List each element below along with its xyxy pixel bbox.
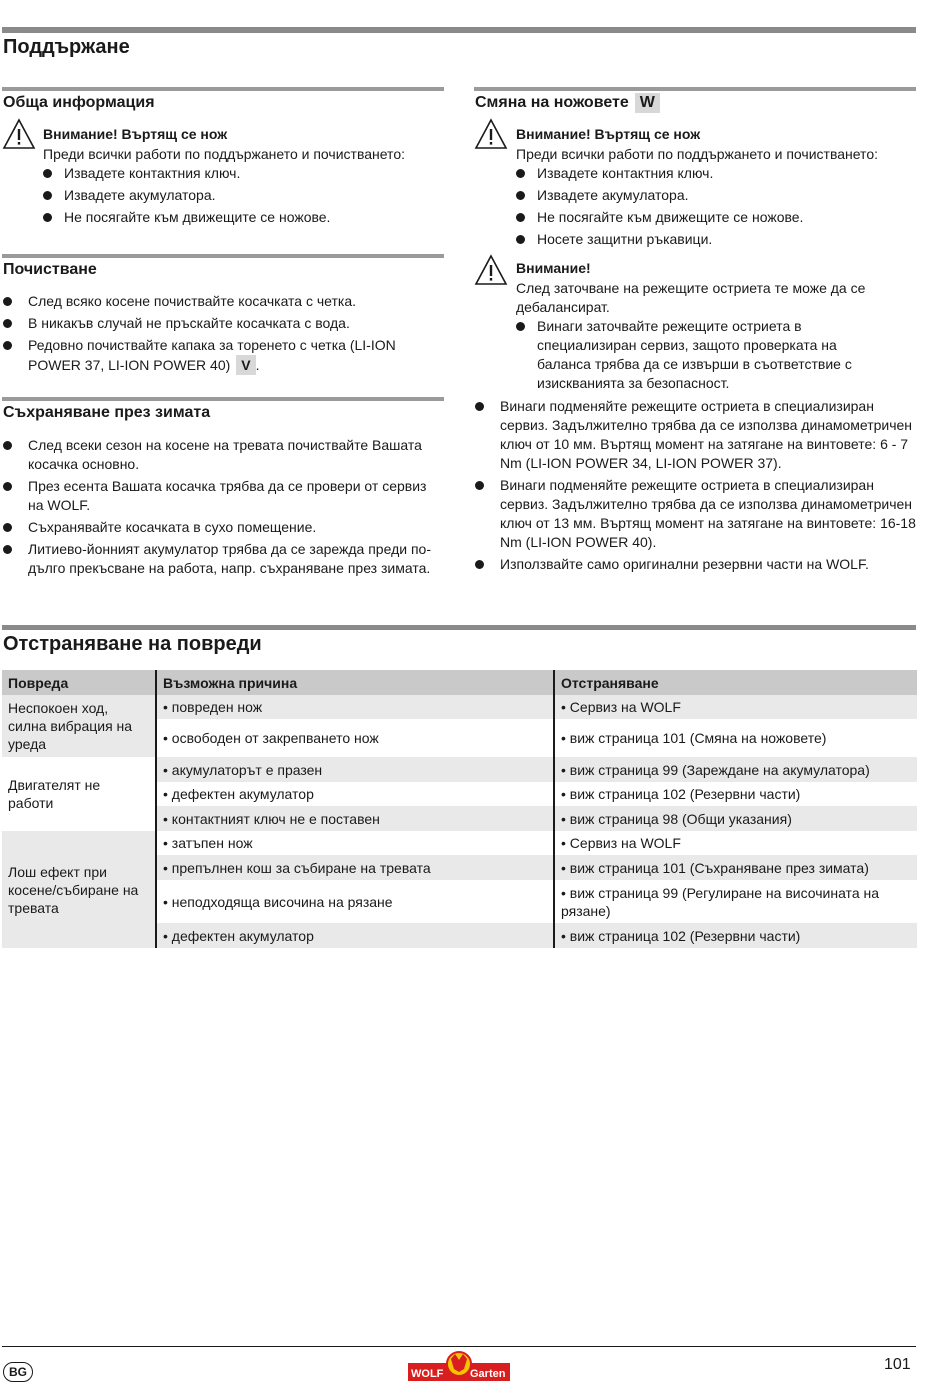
logo-text-right: Garten	[470, 1368, 506, 1380]
fault-cell: Двигателят не работи	[2, 757, 155, 831]
list-item: Извадете акумулатора.	[516, 186, 916, 205]
footer-rule	[2, 1346, 916, 1347]
list-item: Извадете контактния ключ.	[43, 164, 443, 183]
warning-icon	[474, 254, 508, 286]
fix-cell: • виж страница 102 (Резервни части)	[553, 782, 917, 806]
table-group	[2, 831, 917, 948]
top-rule	[2, 27, 916, 33]
cleaning-list	[3, 292, 443, 378]
table-row	[155, 719, 917, 757]
page-number: 101	[884, 1356, 911, 1373]
fix-cell: • Сервиз на WOLF	[553, 695, 917, 719]
fix-cell: • виж страница 101 (Съхраняване през зимата)	[553, 855, 917, 880]
list-item: Носете защитни ръкавици.	[516, 230, 916, 249]
list-item: Съхранявайте косачката в сухо помещение.	[3, 518, 443, 537]
table-row	[155, 782, 917, 806]
list-item: Извадете контактния ключ.	[516, 164, 916, 183]
list-item: Не посягайте към движещите се ножове.	[43, 208, 443, 227]
list-item: В никакъв случай не пръскайте косачката с вода.	[3, 314, 443, 333]
cause-cell: • дефектен акумулатор	[155, 923, 553, 948]
list-item: Използвайте само оригинални резервни части на WOLF.	[475, 555, 917, 574]
section-rule	[2, 625, 916, 630]
warning-text: Преди всички работи по поддържането и почистването:	[43, 146, 405, 162]
warning-text: След заточване на режещите остриета те може да се дебалансират.	[516, 280, 866, 315]
cause-cell: • освободен от закрепването нож	[155, 719, 553, 757]
table-row	[155, 880, 917, 923]
cause-cell: • затъпен нож	[155, 831, 553, 855]
column-header: Отстраняване	[553, 670, 917, 695]
list-item: След всеки сезон на косене на тревата почиствайте Вашата косачка основно.	[3, 436, 443, 474]
general-heading: Обща информация	[3, 94, 155, 111]
blades-safety-list	[516, 164, 916, 252]
cause-cell: • контактният ключ не е поставен	[155, 806, 553, 831]
list-item: Винаги подменяйте режещите остриета в специализиран сервиз. Задължително трябва да се използва динамометричен ключ от 10 мм. Въртящ момент на затягане на винтовете: 6 - 7 Nm (LI-ION POWER 34, LI-ION POWER 37).	[475, 397, 917, 473]
cause-cell: • дефектен акумулатор	[155, 782, 553, 806]
group-rows	[155, 831, 917, 948]
blades-heading-text: Смяна на ножовете	[475, 94, 629, 111]
table-group	[2, 757, 917, 831]
list-item: Винаги заточвайте режещите остриета в специализиран сервиз, защото проверката на баланса трябва да се извърши в съответствие с изискванията за безопасност.	[516, 317, 891, 393]
figure-ref-badge: V	[236, 355, 255, 375]
section-rule	[474, 87, 916, 91]
list-item: След всяко косене почиствайте косачката с четка.	[3, 292, 443, 311]
warning-icon	[2, 118, 36, 150]
warning-text: Преди всички работи по поддържането и почистването:	[516, 146, 878, 162]
cause-cell: • повреден нож	[155, 695, 553, 719]
column-header: Възможна причина	[155, 670, 553, 695]
general-list	[43, 164, 443, 230]
table-group	[2, 695, 917, 757]
blades-sharpen-list	[516, 317, 891, 396]
fix-cell: • виж страница 99 (Регулиране на височината на рязане)	[553, 880, 917, 923]
fix-cell: • Сервиз на WOLF	[553, 831, 917, 855]
language-badge: BG	[3, 1362, 33, 1382]
page-title: Поддържане	[3, 36, 130, 58]
table-row	[155, 923, 917, 948]
warning-title: Внимание!	[516, 260, 591, 276]
winter-heading: Съхраняване през зимата	[3, 404, 211, 421]
blades-replace-list	[475, 397, 917, 577]
troubleshooting-heading: Отстраняване на повреди	[3, 633, 262, 655]
cleaning-heading: Почистване	[3, 261, 97, 278]
group-rows	[155, 695, 917, 757]
table-row	[155, 855, 917, 880]
column-header: Повреда	[2, 670, 155, 695]
table-row	[155, 806, 917, 831]
fix-cell: • виж страница 98 (Общи указания)	[553, 806, 917, 831]
wolf-garten-logo	[407, 1351, 511, 1384]
warning-title: Внимание! Въртящ се нож	[43, 126, 228, 142]
warning-title: Внимание! Въртящ се нож	[516, 126, 701, 142]
winter-list	[3, 436, 443, 581]
table-row	[155, 831, 917, 855]
table-row	[155, 695, 917, 719]
section-rule	[2, 397, 444, 401]
list-item-text: Редовно почиствайте капака за торенето с четка (LI-ION POWER 37, LI-ION POWER 40)	[28, 337, 396, 373]
logo-text-left: WOLF	[411, 1368, 444, 1380]
fix-cell: • виж страница 102 (Резервни части)	[553, 923, 917, 948]
trailing-period: .	[255, 357, 260, 373]
section-rule	[2, 254, 444, 258]
cause-cell: • акумулаторът е празен	[155, 757, 553, 782]
group-rows	[155, 757, 917, 831]
fault-cell: Неспокоен ход, силна вибрация на уреда	[2, 695, 155, 757]
list-item: Литиево-йонният акумулатор трябва да се зарежда преди по- дълго прекъсване на работа, напр. съхраняване през зимата.	[3, 540, 443, 578]
table-header-row	[2, 670, 917, 695]
table-row	[155, 757, 917, 782]
figure-ref-badge: W	[635, 93, 660, 113]
fix-cell: • виж страница 99 (Зареждане на акумулатора)	[553, 757, 917, 782]
list-item: През есента Вашата косачка трябва да се провери от сервиз на WOLF.	[3, 477, 443, 515]
list-item: Извадете акумулатора.	[43, 186, 443, 205]
list-item	[3, 336, 443, 375]
fault-cell: Лош ефект при косене/събиране на тревата	[2, 831, 155, 948]
blades-heading	[475, 93, 660, 113]
section-rule	[2, 87, 444, 91]
list-item: Не посягайте към движещите се ножове.	[516, 208, 916, 227]
list-item: Винаги подменяйте режещите остриета в специализиран сервиз. Задължително трябва да се използва динамометричен ключ от 13 мм. Въртящ момент на затягане на винтовете: 16-18 Nm (LI-ION POWER 40).	[475, 476, 917, 552]
cause-cell: • препълнен кош за събиране на тревата	[155, 855, 553, 880]
warning-icon	[474, 118, 508, 150]
fix-cell: • виж страница 101 (Смяна на ножовете)	[553, 719, 917, 757]
troubleshooting-table	[2, 670, 917, 948]
cause-cell: • неподходяща височина на рязане	[155, 880, 553, 923]
